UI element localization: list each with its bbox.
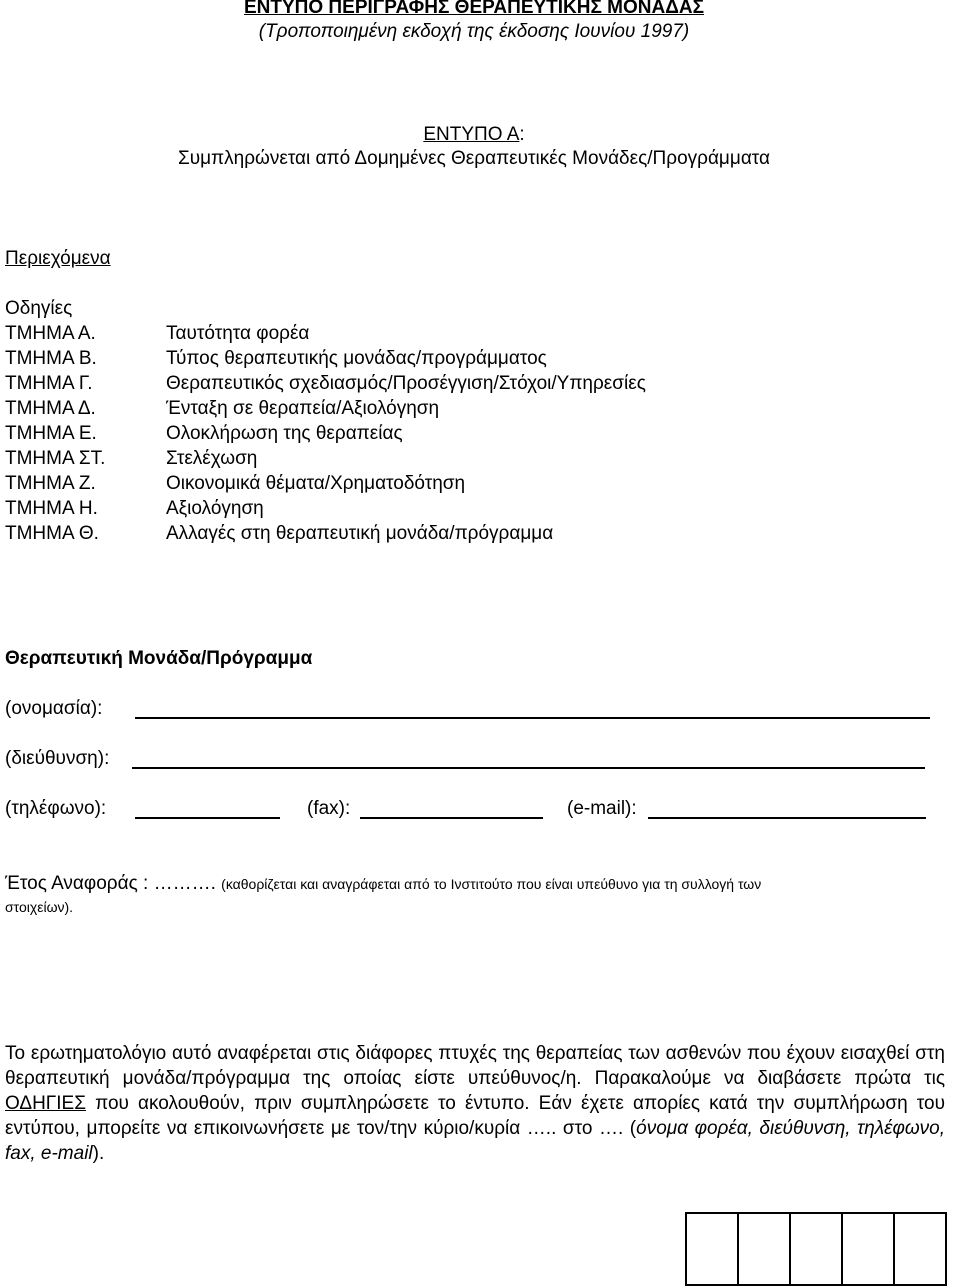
document-title: ΕΝΤΥΠΟ ΠΕΡΙΓΡΑΦΗΣ ΘΕΡΑΠΕΥΤΙΚΗΣ ΜΟΝΑΔΑΣ xyxy=(243,0,705,18)
document-subtitle: (Τροποποιημένη εκδοχή της έκδοσης Ιουνίου 1997) xyxy=(258,21,690,42)
unit-email-field[interactable] xyxy=(648,817,926,819)
unit-heading: Θεραπευτική Μονάδα/Πρόγραμμα xyxy=(5,648,313,669)
intro-text-2: που ακολουθούν, πριν συμπληρώσετε το έντυπο. Εάν έχετε απορίες κατά την συμπλήρωση του εντύπου, μπορείτε να επικοινωνήσετε με τον/την κύριο/κυρία ….. στο …. ( xyxy=(5,1093,945,1139)
section-code: ΤΜΗΜΑ Γ. xyxy=(5,373,93,394)
section-code: ΤΜΗΜΑ Β. xyxy=(5,348,97,369)
report-year-value[interactable]: ………. xyxy=(153,873,216,894)
unit-address-field[interactable] xyxy=(132,767,925,769)
unit-email-label: (e-mail): xyxy=(567,798,637,819)
code-box[interactable] xyxy=(737,1212,791,1286)
form-name: ΕΝΤΥΠΟ Α xyxy=(423,124,520,145)
contents-item xyxy=(5,472,905,497)
contents-instructions: Οδηγίες xyxy=(5,298,73,319)
form-name-suffix: : xyxy=(519,124,525,145)
section-code: ΤΜΗΜΑ Δ. xyxy=(5,398,96,419)
unit-fax-label: (fax): xyxy=(307,798,351,819)
section-code: ΤΜΗΜΑ Α. xyxy=(5,323,96,344)
section-code: ΤΜΗΜΑ ΣΤ. xyxy=(5,448,106,469)
intro-instructions-word: ΟΔΗΓΙΕΣ xyxy=(5,1093,86,1114)
intro-contact-hint: όνομα φορέα, διεύθυνση, τηλέφωνο, fax, e-mail xyxy=(5,1118,945,1164)
section-code: ΤΜΗΜΑ Η. xyxy=(5,498,98,519)
section-title: Αλλαγές στη θεραπευτική μονάδα/πρόγραμμα xyxy=(166,523,554,544)
section-title: Ολοκλήρωση της θεραπείας xyxy=(166,423,403,444)
unit-name-label: (ονομασία): xyxy=(5,698,103,719)
section-title: Στελέχωση xyxy=(166,448,258,469)
intro-text-1: Το ερωτηματολόγιο αυτό αναφέρεται στις διάφορες πτυχές της θεραπείας των ασθενών που έχουν εισαχθεί στη θεραπευτική μονάδα/πρόγραμμα της οποίας είστε υπεύθυνος/η. Παρακαλούμε να διαβάσετε πρώτα τις xyxy=(5,1043,945,1089)
section-title: Ταυτότητα φορέα xyxy=(166,323,310,344)
contents-item xyxy=(5,447,905,472)
section-code: ΤΜΗΜΑ Θ. xyxy=(5,523,99,544)
section-code: ΤΜΗΜΑ Ε. xyxy=(5,423,97,444)
contents-item xyxy=(5,372,905,397)
report-year-note-end: στοιχείων). xyxy=(5,899,74,915)
contents-list xyxy=(5,322,905,547)
unit-phone-label: (τηλέφωνο): xyxy=(5,798,107,819)
contents-item xyxy=(5,422,905,447)
report-year-label: Έτος Αναφοράς : xyxy=(5,873,149,894)
section-code: ΤΜΗΜΑ Ζ. xyxy=(5,473,96,494)
code-box[interactable] xyxy=(685,1212,739,1286)
code-box[interactable] xyxy=(893,1212,947,1286)
section-title: Αξιολόγηση xyxy=(166,498,264,519)
section-title: Τύπος θεραπευτικής μονάδας/προγράμματος xyxy=(166,348,547,369)
form-target: Συμπληρώνεται από Δομημένες Θεραπευτικές Μονάδες/Προγράμματα xyxy=(177,148,771,169)
code-box[interactable] xyxy=(789,1212,843,1286)
contents-heading: Περιεχόμενα xyxy=(5,248,111,269)
contents-item xyxy=(5,322,905,347)
section-title: Θεραπευτικός σχεδιασμός/Προσέγγιση/Στόχοι/Υπηρεσίες xyxy=(166,373,646,394)
contents-item xyxy=(5,497,905,522)
unit-name-field[interactable] xyxy=(135,717,930,719)
code-boxes xyxy=(687,1212,947,1286)
form-title xyxy=(0,123,948,147)
unit-address-label: (διεύθυνση): xyxy=(5,748,110,769)
intro-paragraph xyxy=(5,1041,945,1166)
intro-text-3: ). xyxy=(92,1143,105,1164)
section-title: Οικονομικά θέματα/Χρηματοδότηση xyxy=(166,473,466,494)
contents-item xyxy=(5,522,905,547)
contents-item xyxy=(5,397,905,422)
unit-fax-field[interactable] xyxy=(360,817,543,819)
contents-item xyxy=(5,347,905,372)
code-box[interactable] xyxy=(841,1212,895,1286)
report-year xyxy=(5,872,950,896)
report-year-note: (καθορίζεται και αναγράφεται από το Ινστιτούτο που είναι υπεύθυνο για τη συλλογή των xyxy=(221,876,762,892)
section-title: Ένταξη σε θεραπεία/Αξιολόγηση xyxy=(166,398,440,419)
unit-phone-field[interactable] xyxy=(135,817,280,819)
